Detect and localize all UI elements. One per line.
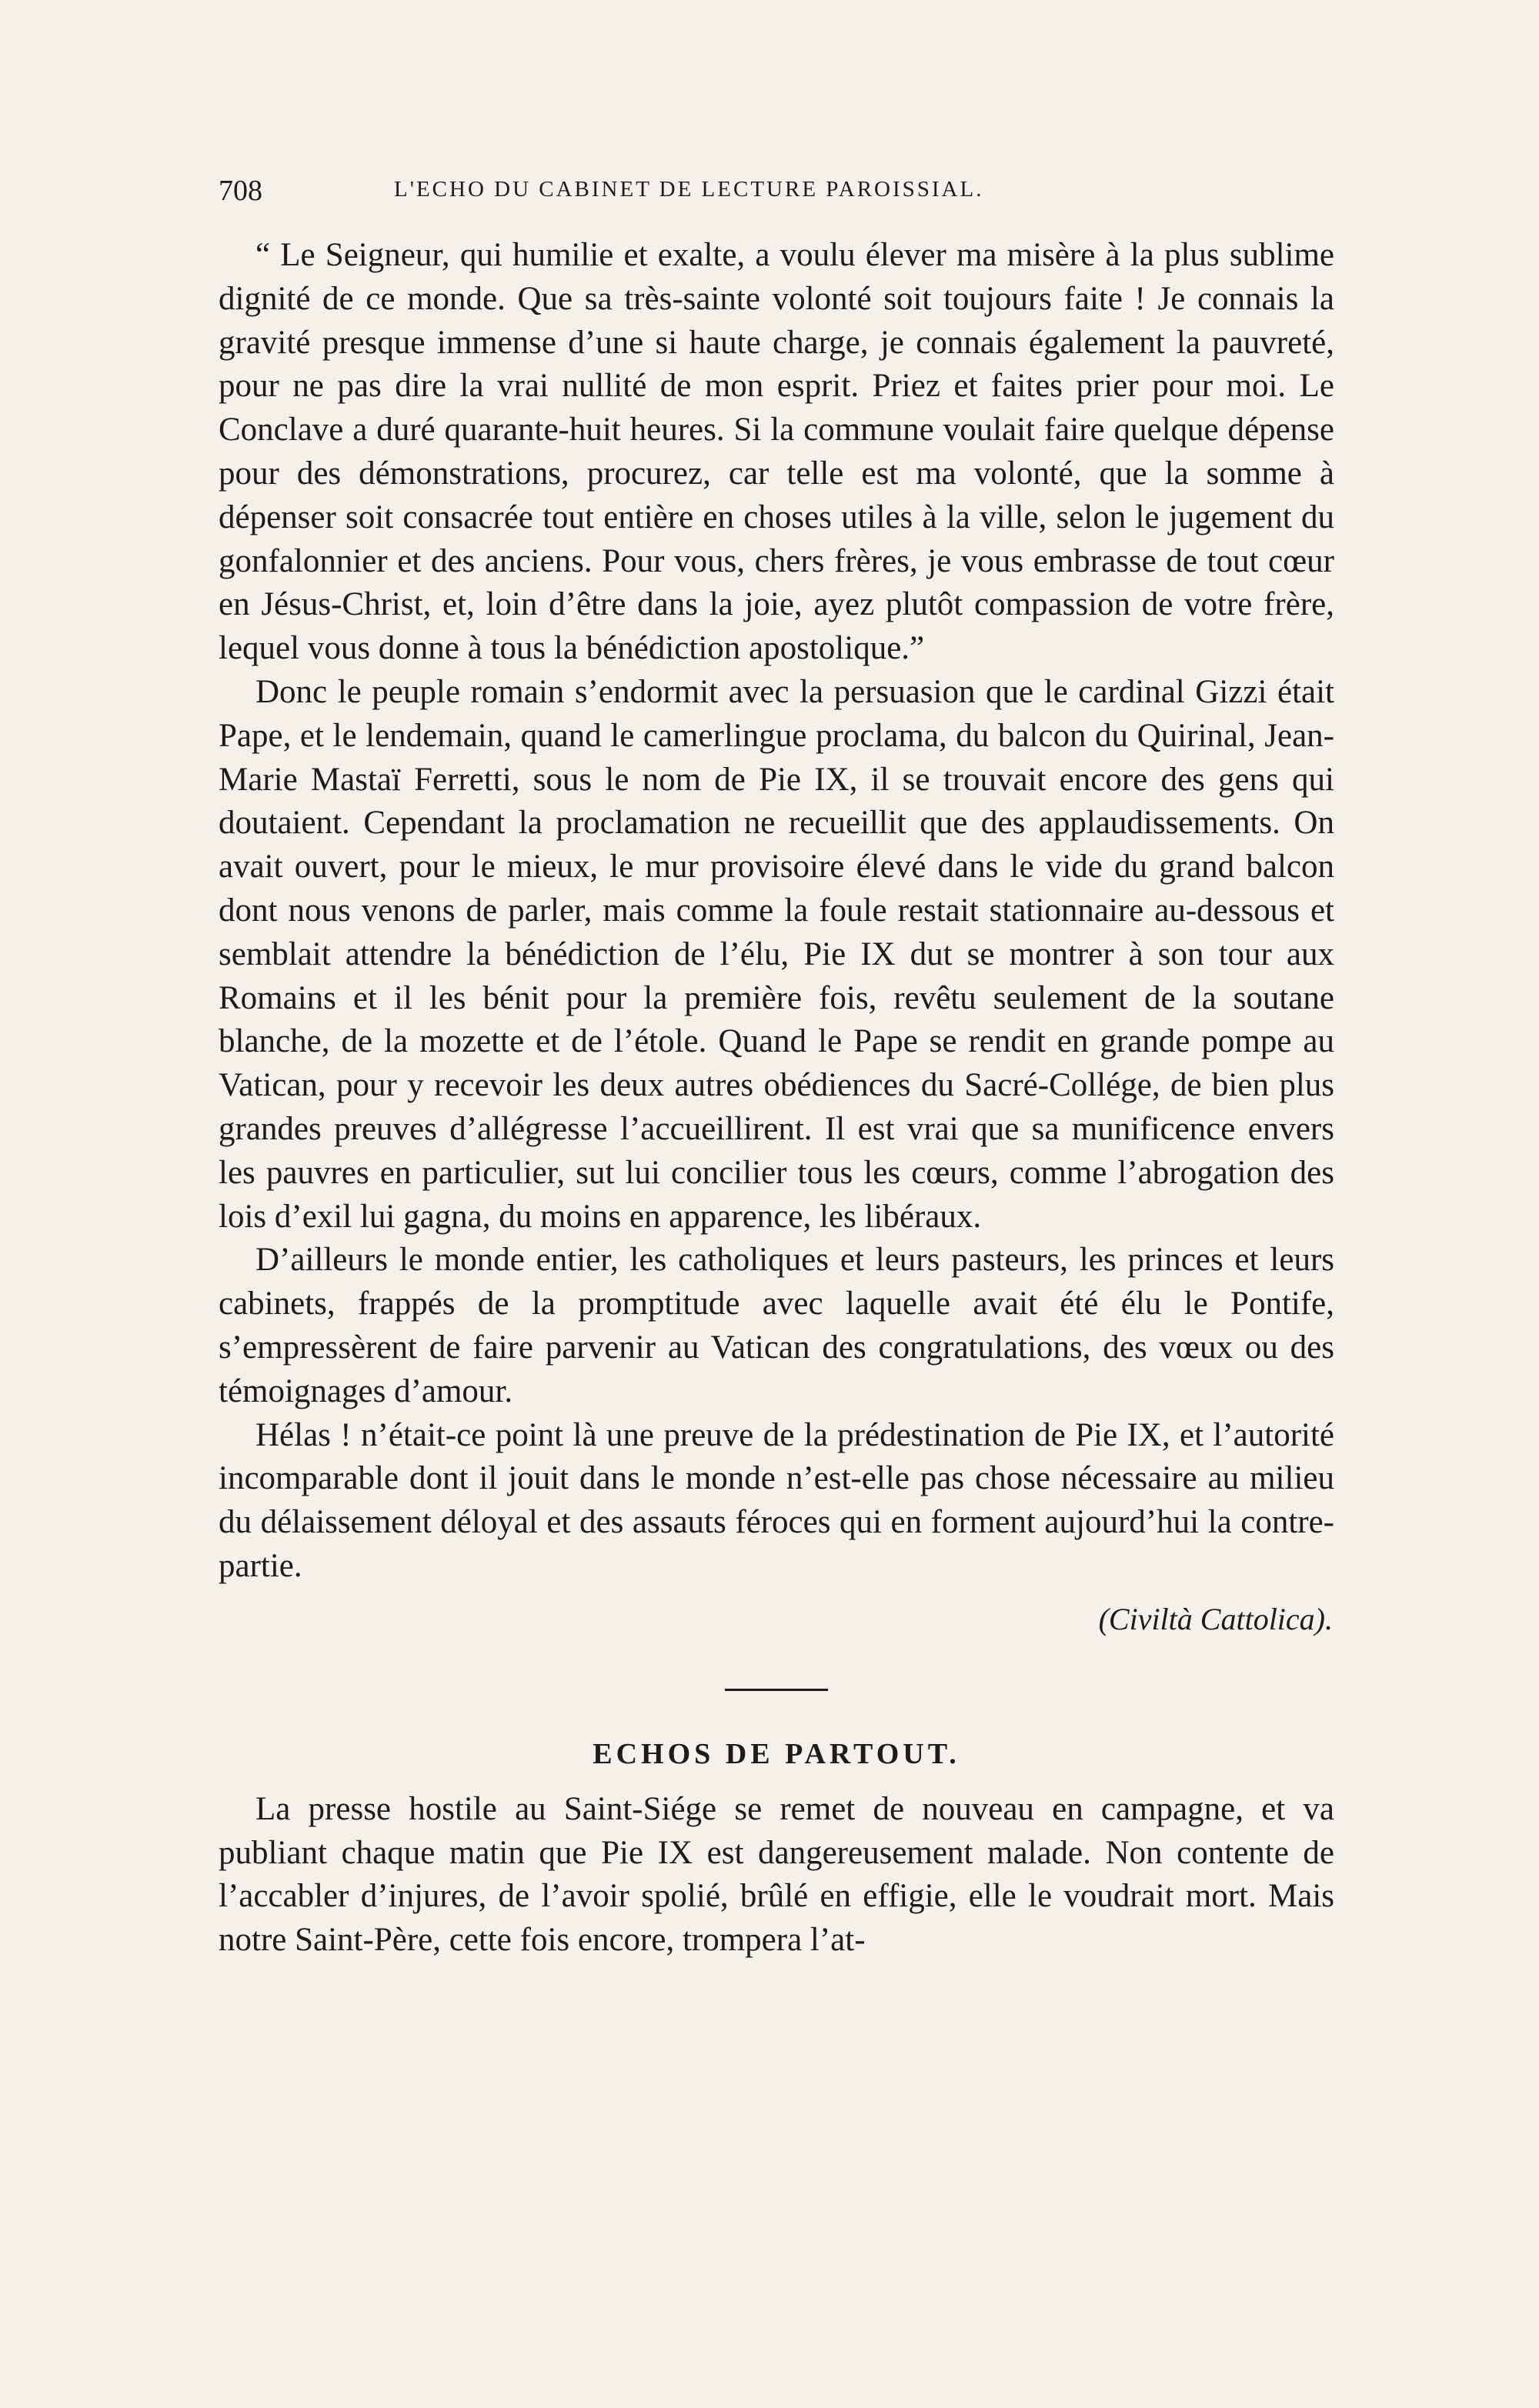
section-divider bbox=[725, 1689, 828, 1691]
body-text bbox=[219, 234, 1334, 1641]
body-paragraph: Hélas ! n’était-ce point là une preuve de la prédestination de Pie IX, et l’autorité incomparable dont il jouit dans le monde n’est-elle pas chose nécessaire au milieu du délaissement déloyal et des assauts féroces qui en forment aujourd’hui la contre-partie. bbox=[219, 1416, 1334, 1584]
running-head bbox=[219, 169, 1334, 223]
body-paragraph: D’ailleurs le monde entier, les catholiques et leurs pasteurs, les princes et leurs cabinets, frappés de la promptitude avec laquelle avait été élu le Pontife, s’empressèrent de faire parvenir au Vatican des congratulations, des vœux ou des témoignages d’amour. bbox=[219, 1242, 1334, 1409]
body-paragraph: “ Le Seigneur, qui humilie et exalte, a voulu élever ma misère à la plus sublime dignité de ce monde. Que sa très-sainte volonté soit toujours faite ! Je connais la gravité presque immense d’une si haute charge, je connais également la pauvreté, pour ne pas dire la vrai nullité de mon esprit. Priez et faites prier pour moi. Le Conclave a duré quarante-huit heures. Si la commune voulait faire quelque dépense pour des démonstrations, procurez, car telle est ma volonté, que la somme à dépenser soit consacrée tout entière en choses utiles à la ville, selon le jugement du gonfalonnier et des anciens. Pour vous, chers frères, je vous embrasse de tout cœur en Jésus-Christ, et, loin d’être dans la joie, ayez plutôt compassion de votre frère, lequel vous donne à tous la bénédiction apostolique.” bbox=[219, 237, 1334, 667]
running-title: L'ECHO DU CABINET DE LECTURE PAROISSIAL. bbox=[394, 177, 984, 202]
source-attribution: (Civiltà Cattolica). bbox=[1098, 1601, 1333, 1636]
section-paragraph: La presse hostile au Saint-Siége se remet de nouveau en campagne, et va publiant chaque matin que Pie IX est dangereusement malade. Non contente de l’accabler d’injures, de l’avoir spolié, brûlé en effigie, elle le voudrait mort. Mais notre Saint-Père, cette fois encore, trompera l’at- bbox=[219, 1790, 1334, 1959]
page-number: 708 bbox=[219, 175, 262, 207]
section-heading: ECHOS DE PARTOUT. bbox=[593, 1737, 960, 1770]
body-paragraph: Donc le peuple romain s’endormit avec la persuasion que le cardinal Gizzi était Pape, et le lendemain, quand le camerlingue proclama, du balcon du Quirinal, Jean-Marie Mastaï Ferretti, sous le nom de Pie IX, il se trouvait encore des gens qui doutaient. Cependant la proclamation ne recueillit que des applaudissements. On avait ouvert, pour le mieux, le mur provisoire élevé dans le vide du grand balcon dont nous venons de parler, mais comme la foule restait stationnaire au-dessous et semblait attendre la bénédiction de l’élu, Pie IX dut se montrer à son tour aux Romains et il les bénit pour la première fois, revêtu seulement de la soutane blanche, de la mozette et de l’étole. Quand le Pape se rendit en grande pompe au Vatican, pour y recevoir les deux autres obédiences du Sacré-Collége, de bien plus grandes preuves d’allégresse l’accueillirent. Il est vrai que sa munificence envers les pauvres en particulier, sut lui concilier tous les cœurs, comme l’abrogation des lois d’exil lui gagna, du moins en apparence, les libéraux. bbox=[219, 673, 1334, 1235]
book-page bbox=[219, 169, 1334, 2370]
